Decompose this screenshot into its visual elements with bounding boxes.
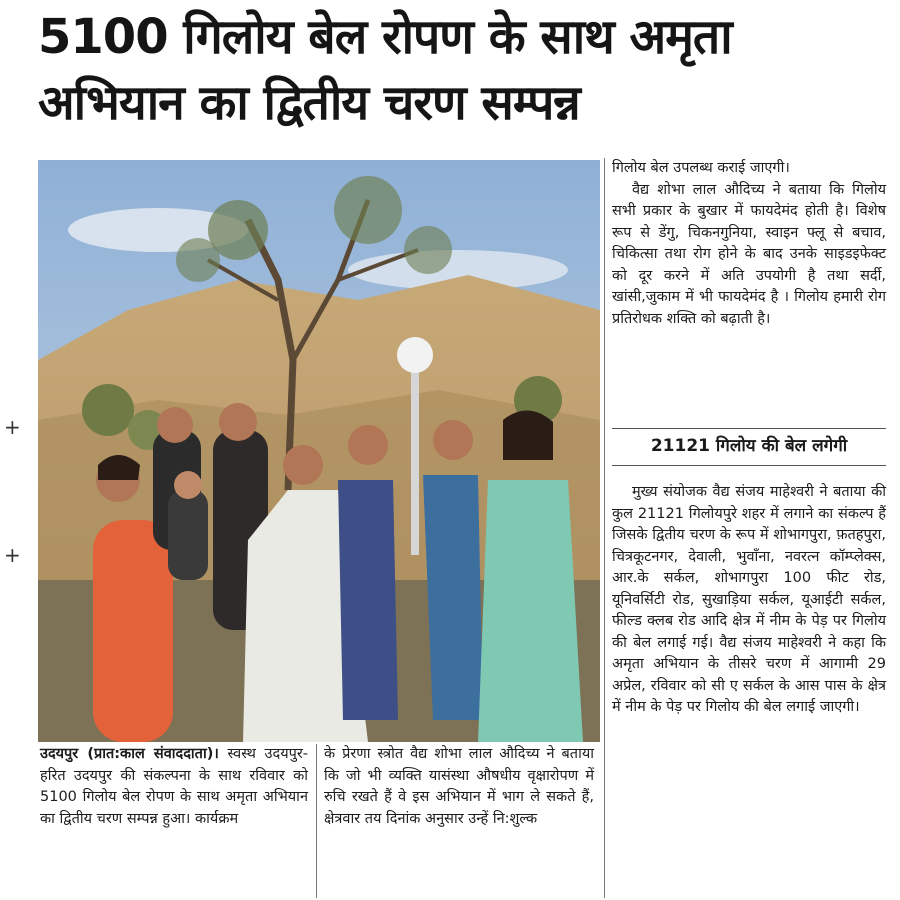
registration-mark: + [4,415,21,439]
photo-illustration [38,160,600,742]
paragraph: वैद्य शोभा लाल औदिच्य ने बताया कि गिलोय सभी प्रकार के बुखार में फायदेमंद होती है। विशेष रूप से डेंगु, चिकनगुनिया, स्वाइन फ्लू से बचाव, चिकित्सा तथा रोग होने के बाद उनके साइडइफेक्ट को दूर करने में अति उपयोगी है तथा सर्दी, खांसी,जुकाम में भी फायदेमंद है । गिलोय हमारी रोग प्रतिरोधक शक्ति को बढ़ाती है। [612,181,886,327]
bottom-middle-column [324,744,594,830]
headline-line-2: अभियान का द्वितीय चरण सम्पन्न [38,75,580,131]
column-divider [604,158,605,898]
subheading: 21121 गिलोय की बेल लगेगी [612,428,886,466]
headline-line-1: 5100 गिलोय बेल रोपण के साथ अमृता [38,9,732,65]
article-photo [38,160,600,742]
headline [38,4,888,136]
registration-mark: + [4,543,21,567]
right-column-top [612,158,886,330]
column-divider [316,744,317,898]
dateline: उदयपुर (प्रात:काल संवाददाता)। [40,746,219,762]
paragraph: स्वस्थ उदयपुर-हरित उदयपुर की संकल्पना के साथ रविवार को 5100 गिलोय बेल रोपण के साथ अमृता अभियान का द्वितीय चरण सम्पन्न हुआ। कार्यक्रम [40,746,308,827]
paragraph: के प्रेरणा स्त्रोत वैद्य शोभा लाल औदिच्य ने बताया कि जो भी व्यक्ति यासंस्था औषधीय वृक्षारोपण में रुचि रखते हैं वे इस अभियान में भाग ले सकते हैं, क्षेत्रवार तय दिनांक अनुसार उन्हें नि:शुल्क [324,746,594,827]
paragraph: गिलोय बेल उपलब्ध कराई जाएगी। [612,160,790,176]
paragraph: मुख्य संयोजक वैद्य संजय माहेश्वरी ने बताया की कुल 21121 गिलोयपुरे शहर में लगाने का संकल्प हैं जिसके द्वितीय चरण के रूप में शोभागपुरा, फ़तहपुरा, चित्रकूटनगर, देवाली, भुवाँना, नवरत्न कॉम्प्लेक्स, आर.के सर्कल, शोभागपुरा 100 फीट रोड, यूनिवर्सिटी रोड, सुखाड़िया सर्कल, यूआईटी सर्कल, फील्ड क्लब रोड आदि क्षेत्र में नीम के पेड़ पर गिलोय की बेल लगाई गई। वैद्य संजय माहेश्वरी ने कहा कि अमृता अभियान के तीसरे चरण में आगामी 29 अप्रेल, रविवार को सी ए सर्कल के आस पास के क्षेत्र में नीम के पेड़ पर गिलोय की बेल लगाई जाएगी। [612,484,886,715]
right-column-bottom [612,482,886,719]
bottom-left-column [40,744,308,830]
